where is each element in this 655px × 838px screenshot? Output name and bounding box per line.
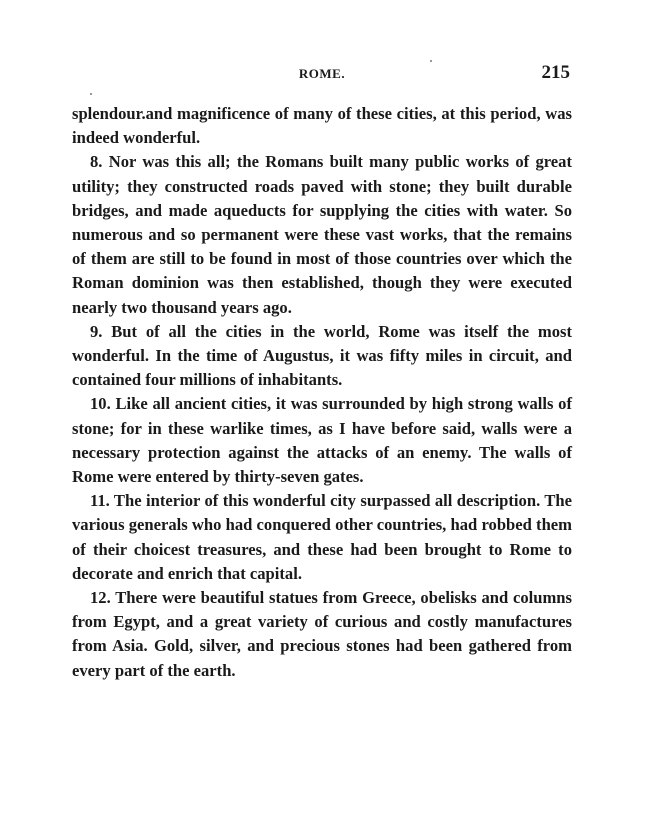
- running-head: [72, 62, 572, 86]
- body-text: [72, 102, 572, 683]
- paper-speck: [430, 60, 432, 62]
- running-title: ROME.: [298, 66, 346, 81]
- paragraph-9: 9. But of all the cities in the world, Rome was itself the most wonderful. In the time of Augustus, it was fifty miles in circuit, and contained four millions of inhabitants.: [72, 321, 572, 390]
- paper-speck: [90, 93, 92, 95]
- page-number: 215: [541, 62, 570, 83]
- paragraph-8: 8. Nor was this all; the Romans built many public works of great utility; they constructed roads paved with stone; they built durable bridges, and made aqueducts for supplying the cities with water. So numerous and so permanent were these vast works, that the remains of them are still to be found in most of those countries over which the Roman dominion was then established, though they were executed nearly two thousand years ago.: [72, 152, 572, 317]
- paragraph-continuation: splendour.and magnificence of many of these cities, at this period, was indeed wonderful.: [72, 104, 572, 148]
- paragraph-11: 11. The interior of this wonderful city surpassed all description. The various generals who had conquered other countries, had robbed them of their choicest treasures, and these had been brought to Rome to decorate and enrich that capital.: [72, 491, 572, 583]
- paragraph-12: 12. There were beautiful statues from Greece, obelisks and columns from Egypt, and a great variety of curious and costly manufactures from Asia. Gold, silver, and precious stones had been gathered from every part of the earth.: [72, 588, 572, 680]
- paragraph-10: 10. Like all ancient cities, it was surrounded by high strong walls of stone; for in these warlike times, as I have before said, walls were a necessary protection against the attacks of an enemy. The walls of Rome were entered by thirty-seven gates.: [72, 394, 572, 487]
